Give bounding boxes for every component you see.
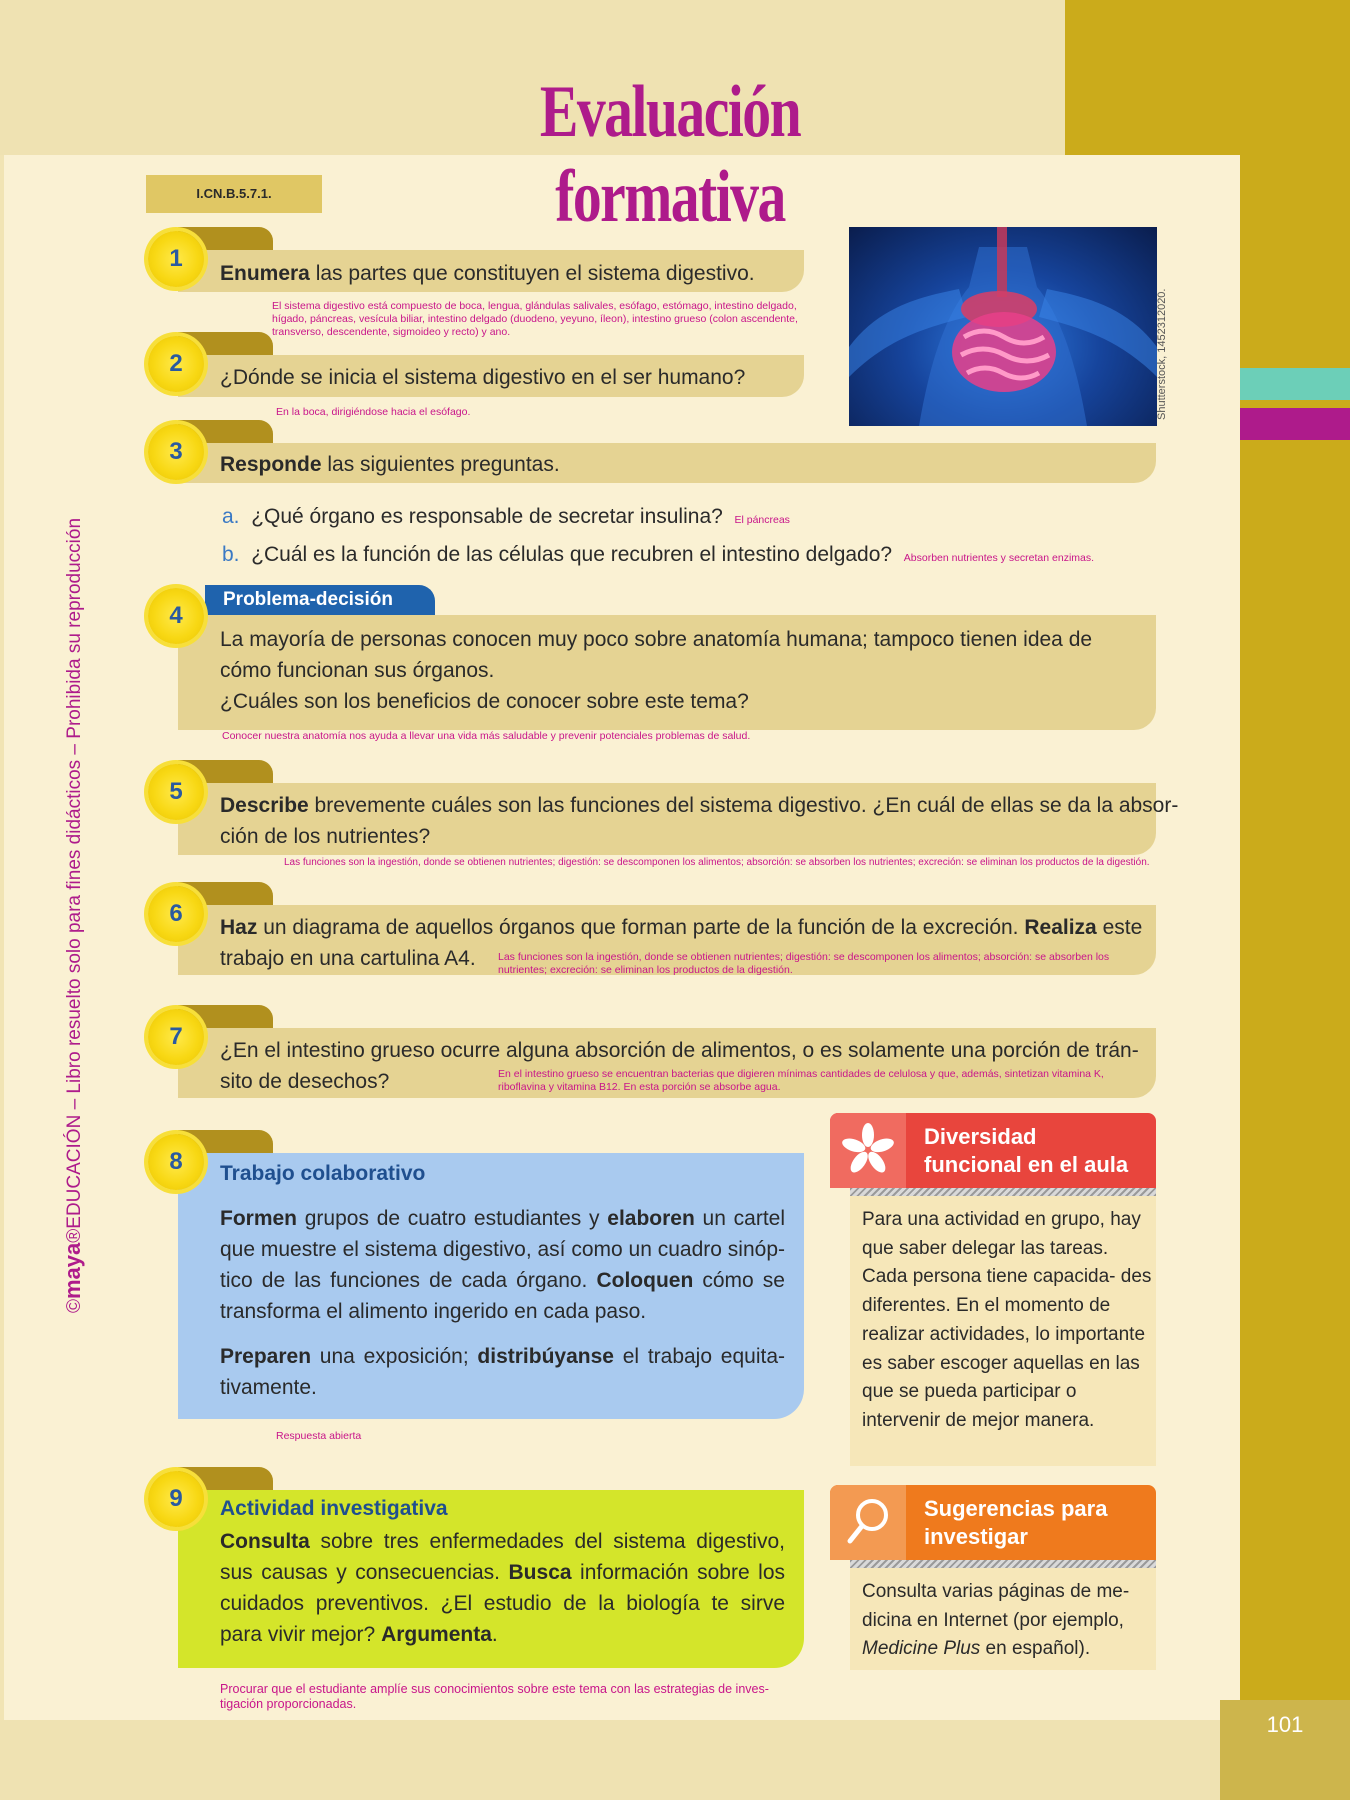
teal-accent-bar [1240, 368, 1350, 400]
q9-number-badge: 9 [148, 1471, 204, 1527]
diversity-card-header [830, 1113, 1156, 1188]
q5-answer: Las funciones son la ingestión, donde se obtienen nutrientes; digestión: se descomponen los alimentos; absorción: se absorben los nutrientes; excreción: se eliminan los productos de la digestión. [284, 857, 1150, 868]
q9-p1-run-3: información sobre los cuidados preventivos. ¿El estudio de la biología te sirve para vivir mejor? [220, 1561, 785, 1646]
page-title: Evaluación formativa [539, 71, 801, 238]
digestive-system-image [849, 227, 1157, 426]
gold-side-strip [1240, 385, 1350, 1700]
q8-p1-run-5: cómo se transforma el alimento ingerido en cada paso. [220, 1269, 785, 1323]
copyright-side-text [60, 513, 100, 1313]
q7-number-badge: 7 [148, 1009, 204, 1065]
research-card-text: Consulta varias páginas de me- dicina en Internet (por ejemplo, Medicine Plus en español). [862, 1581, 1130, 1660]
q6-text-line1: Haz un diagrama de aquellos órganos que forman parte de la función de la excreción. Realiza este [220, 916, 1143, 939]
q3a-answer: El páncreas [734, 514, 790, 526]
q4-answer: Conocer nuestra anatomía nos ayuda a llevar una vida más saludable y prevenir potenciales problemas de salud. [222, 730, 751, 742]
q8-p1-run-4: Coloquen [596, 1269, 694, 1292]
magenta-accent-bar [1240, 408, 1350, 440]
q8-p1-run-1: grupos de cuatro estudiantes y [297, 1207, 608, 1230]
q1-answer: El sistema digestivo está compuesto de boca, lengua, glándulas salivales, esófago, estómago, intestino delgado, hígado, páncreas, vesícula biliar, intestino delgado (duodeno, yeyuno, íleon), intestino grueso (colon ascendente, transverso, descendente, sigmoideo y recto) y ano. [272, 300, 798, 338]
q3a-item: a. ¿Qué órgano es responsable de secretar insulina? El páncreas [222, 505, 790, 528]
research-activity-title: Actividad investigativa [220, 1497, 448, 1520]
q9-answer: Procurar que el estudiante amplíe sus conocimientos sobre este tema con las estrategias de inves- tigación proporcionadas. [220, 1682, 769, 1711]
q5-number-badge: 5 [148, 764, 204, 820]
q8-number-badge: 8 [148, 1134, 204, 1190]
research-card-header [830, 1485, 1156, 1560]
diversity-card-title: Diversidad funcional en el aula [924, 1124, 1129, 1177]
brand-name: maya [60, 1242, 85, 1299]
research-card-title: Sugerencias para investigar [924, 1496, 1108, 1549]
q4-text-line3: ¿Cuáles son los beneficios de conocer sobre este tema? [220, 690, 749, 713]
research-card-hatch [850, 1560, 1156, 1568]
problem-decision-tab: Problema-decisión [205, 585, 435, 615]
q6-text-line2: trabajo en una cartulina A4. [220, 947, 476, 970]
diversity-card-hatch [850, 1188, 1156, 1196]
q7-answer: En el intestino grueso se encuentran bacterias que digieren mínimas cantidades de celulosa y que, además, sintetizan vitamina K, riboflavina y vitamina B12. En esta porción se absorbe agua. [498, 1068, 1104, 1093]
q8-p2-run-1: una exposición; [311, 1345, 478, 1368]
copyright-notice: ®EDUCACIÓN – Libro resuelto solo para fines didácticos – Prohibida su reproducción [64, 517, 85, 1243]
image-credit: Shutterstock, 1452312020. [1156, 288, 1168, 420]
torso-illustration [849, 227, 1157, 426]
q9-p1-run-1: sobre tres enfermedades del sistema digestivo, sus causas y consecuencias. [220, 1530, 785, 1584]
q9-paragraph [220, 1526, 785, 1650]
q8-p1-run-0: Formen [220, 1207, 298, 1230]
q3b-item: b. ¿Cuál es la función de las células que recubren el intestino delgado? Absorben nutrientes y secretan enzimas. [222, 543, 1095, 566]
q6-answer: Las funciones son la ingestión, donde se obtienen nutrientes; digestión: se descomponen los alimentos; absorción: se absorben los nutrientes; excreción: se eliminan los productos de la digestión. [498, 951, 1110, 976]
q9-p1-run-2: Busca [508, 1561, 572, 1584]
copyright-symbol: © [64, 1299, 85, 1313]
q6-number-badge: 6 [148, 886, 204, 942]
q3-text: Responde las siguientes preguntas. [220, 453, 560, 476]
q8-p1-run-2: elaboren [607, 1207, 695, 1230]
magnifier-icon [830, 1485, 906, 1560]
q3-number-badge: 3 [148, 424, 204, 480]
diversity-card-text: Para una actividad en grupo, hay que saber delegar las tareas. Cada persona tiene capacida- des diferentes. En el momento de realizar actividades, lo importante es saber escoger aquellas en las que se pueda participar o intervenir de mejor manera. [862, 1209, 1152, 1431]
q5-text-line2: ción de los nutrientes? [220, 825, 431, 848]
q8-p1-run-3: un cartel que muestre el sistema digestivo, así como un cuadro sinóp- tico de las funciones de cada órgano. [220, 1207, 785, 1292]
q9-p1-run-5: . [491, 1623, 498, 1646]
q8-paragraph-1 [220, 1203, 785, 1327]
q2-number-badge: 2 [148, 336, 204, 392]
asterisk-icon [830, 1113, 906, 1188]
q4-text-line2: cómo funcionan sus órganos. [220, 659, 495, 682]
q8-p2-run-3: el trabajo equita- tivamente. [220, 1345, 785, 1399]
q1-text: Enumera las partes que constituyen el sistema digestivo. [220, 262, 755, 285]
q7-text-line2: sito de desechos? [220, 1070, 390, 1093]
q9-p1-run-0: Consulta [220, 1530, 310, 1553]
q7-text-line1: ¿En el intestino grueso ocurre alguna absorción de alimentos, o es solamente una porción de trán- [220, 1039, 1139, 1062]
q9-p1-run-4: Argumenta [381, 1623, 492, 1646]
q8-p2-run-0: Preparen [220, 1345, 312, 1368]
q4-text-line1: La mayoría de personas conocen muy poco sobre anatomía humana; tampoco tienen idea de [220, 628, 1093, 651]
q4-number-badge: 4 [148, 588, 204, 644]
q2-answer: En la boca, dirigiéndose hacia el esófago. [276, 406, 471, 418]
indicator-code: I.CN.B.5.7.1. [146, 175, 322, 213]
q2-text: ¿Dónde se inicia el sistema digestivo en el ser humano? [220, 366, 746, 389]
bottom-band [0, 1720, 1350, 1800]
collaborative-work-title: Trabajo colaborativo [220, 1162, 426, 1185]
q1-number-badge: 1 [148, 231, 204, 287]
q8-paragraph-2 [220, 1341, 785, 1403]
q5-text-line1: Describe brevemente cuáles son las funciones del sistema digestivo. ¿En cuál de ellas se da la absor- [220, 794, 1179, 817]
q3b-answer: Absorben nutrientes y secretan enzimas. [903, 552, 1095, 564]
q8-p2-run-2: distribúyanse [477, 1345, 614, 1368]
q8-answer: Respuesta abierta [276, 1430, 362, 1442]
page-number: 101 [1266, 1712, 1304, 1737]
